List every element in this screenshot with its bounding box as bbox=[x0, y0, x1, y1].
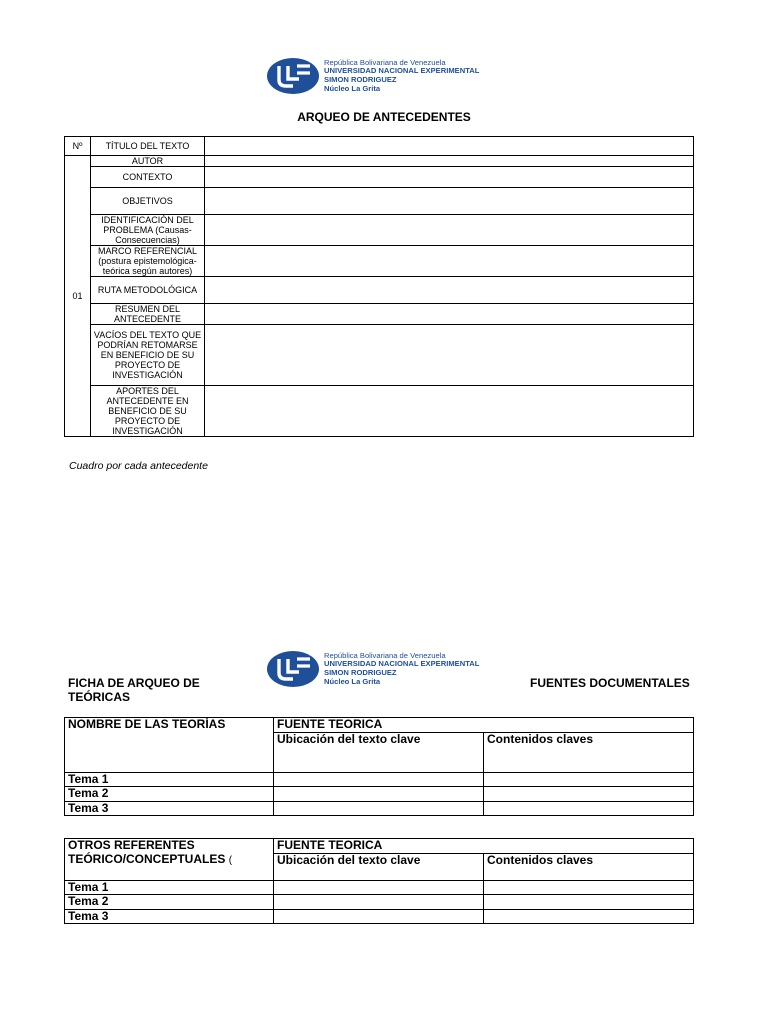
ubicacion-cell bbox=[274, 895, 484, 910]
contenidos-cell bbox=[484, 772, 694, 787]
title-cell bbox=[205, 137, 694, 156]
ubicacion-header: Ubicación del texto clave bbox=[274, 732, 484, 772]
antecedentes-table bbox=[64, 136, 694, 437]
university-logo bbox=[266, 650, 479, 688]
teorias-header: NOMBRE DE LAS TEORÍAS bbox=[65, 718, 274, 773]
row-label: IDENTIFICACIÓN DEL PROBLEMA (Causas-Consecuencias) bbox=[91, 215, 205, 246]
table-caption: Cuadro por cada antecedente bbox=[69, 460, 208, 472]
ubicacion-cell bbox=[274, 772, 484, 787]
row-cell bbox=[205, 386, 694, 437]
tema-label: Tema 1 bbox=[65, 772, 274, 787]
ubicacion-cell bbox=[274, 880, 484, 895]
contenidos-cell bbox=[484, 909, 694, 924]
fuente-header: FUENTE TEORICA bbox=[274, 718, 694, 733]
row-cell bbox=[205, 167, 694, 188]
contenidos-header: Contenidos claves bbox=[484, 732, 694, 772]
ubicacion-cell bbox=[274, 801, 484, 816]
row-cell bbox=[205, 215, 694, 246]
ubicacion-cell bbox=[274, 909, 484, 924]
page-title: ARQUEO DE ANTECEDENTES bbox=[297, 110, 471, 124]
contenidos-cell bbox=[484, 895, 694, 910]
logo-line-3: SIMON RODRIGUEZ bbox=[324, 668, 397, 677]
referentes-paren: ( bbox=[228, 854, 233, 866]
logo-line-2: UNIVERSIDAD NACIONAL EXPERIMENTAL bbox=[324, 659, 480, 669]
row-cell bbox=[205, 325, 694, 386]
row-cell bbox=[205, 304, 694, 325]
fuentes-title: FUENTES DOCUMENTALES bbox=[530, 676, 690, 690]
row-cell bbox=[205, 156, 694, 167]
referentes-header bbox=[65, 839, 274, 881]
contenidos-cell bbox=[484, 880, 694, 895]
row-label: VACÍOS DEL TEXTO QUE PODRÍAN RETOMARSE EN BENEFICIO DE SU PROYECTO DE INVESTIGACIÓN bbox=[91, 325, 205, 386]
contenidos-cell bbox=[484, 801, 694, 816]
row-label: APORTES DEL ANTECEDENTE EN BENEFICIO DE SU PROYECTO DE INVESTIGACIÓN bbox=[91, 386, 205, 437]
row-label: OBJETIVOS bbox=[91, 188, 205, 215]
referentes-header-text: OTROS REFERENTES TEÓRICO/CONCEPTUALES bbox=[68, 838, 226, 866]
tema-label: Tema 3 bbox=[65, 909, 274, 924]
row-cell bbox=[205, 277, 694, 304]
header-num: Nº bbox=[65, 137, 91, 156]
logo-line-1: República Bolivariana de Venezuela bbox=[324, 57, 446, 67]
contenidos-header: Contenidos claves bbox=[484, 853, 694, 880]
ubicacion-header: Ubicación del texto clave bbox=[274, 853, 484, 880]
logo-line-4: Núcleo La Grita bbox=[324, 676, 381, 686]
fuente-header: FUENTE TEORICA bbox=[274, 839, 694, 854]
row-label: RESUMEN DEL ANTECEDENTE bbox=[91, 304, 205, 325]
tema-label: Tema 2 bbox=[65, 787, 274, 802]
header-title: TÍTULO DEL TEXTO bbox=[91, 137, 205, 156]
row-cell bbox=[205, 246, 694, 277]
logo-line-2: UNIVERSIDAD NACIONAL EXPERIMENTAL bbox=[324, 66, 480, 76]
tema-label: Tema 3 bbox=[65, 801, 274, 816]
ubicacion-cell bbox=[274, 787, 484, 802]
logo-line-4: Núcleo La Grita bbox=[324, 83, 381, 93]
university-logo-icon bbox=[266, 57, 320, 95]
row-label: RUTA METODOLÓGICA bbox=[91, 277, 205, 304]
teorias-table bbox=[64, 717, 694, 816]
tema-label: Tema 2 bbox=[65, 895, 274, 910]
row-label: CONTEXTO bbox=[91, 167, 205, 188]
ficha-title: FICHA DE ARQUEO DE TEÓRICAS bbox=[68, 676, 200, 704]
row-number: 01 bbox=[65, 156, 91, 437]
row-label: MARCO REFERENCIAL (postura epistemológica-teórica según autores) bbox=[91, 246, 205, 277]
referentes-table bbox=[64, 838, 694, 924]
logo-line-1: República Bolivariana de Venezuela bbox=[324, 650, 446, 660]
university-logo bbox=[266, 57, 479, 95]
contenidos-cell bbox=[484, 787, 694, 802]
logo-line-3: SIMON RODRIGUEZ bbox=[324, 75, 397, 84]
tema-label: Tema 1 bbox=[65, 880, 274, 895]
university-logo-icon bbox=[266, 650, 320, 688]
row-cell bbox=[205, 188, 694, 215]
row-label: AUTOR bbox=[91, 156, 205, 167]
